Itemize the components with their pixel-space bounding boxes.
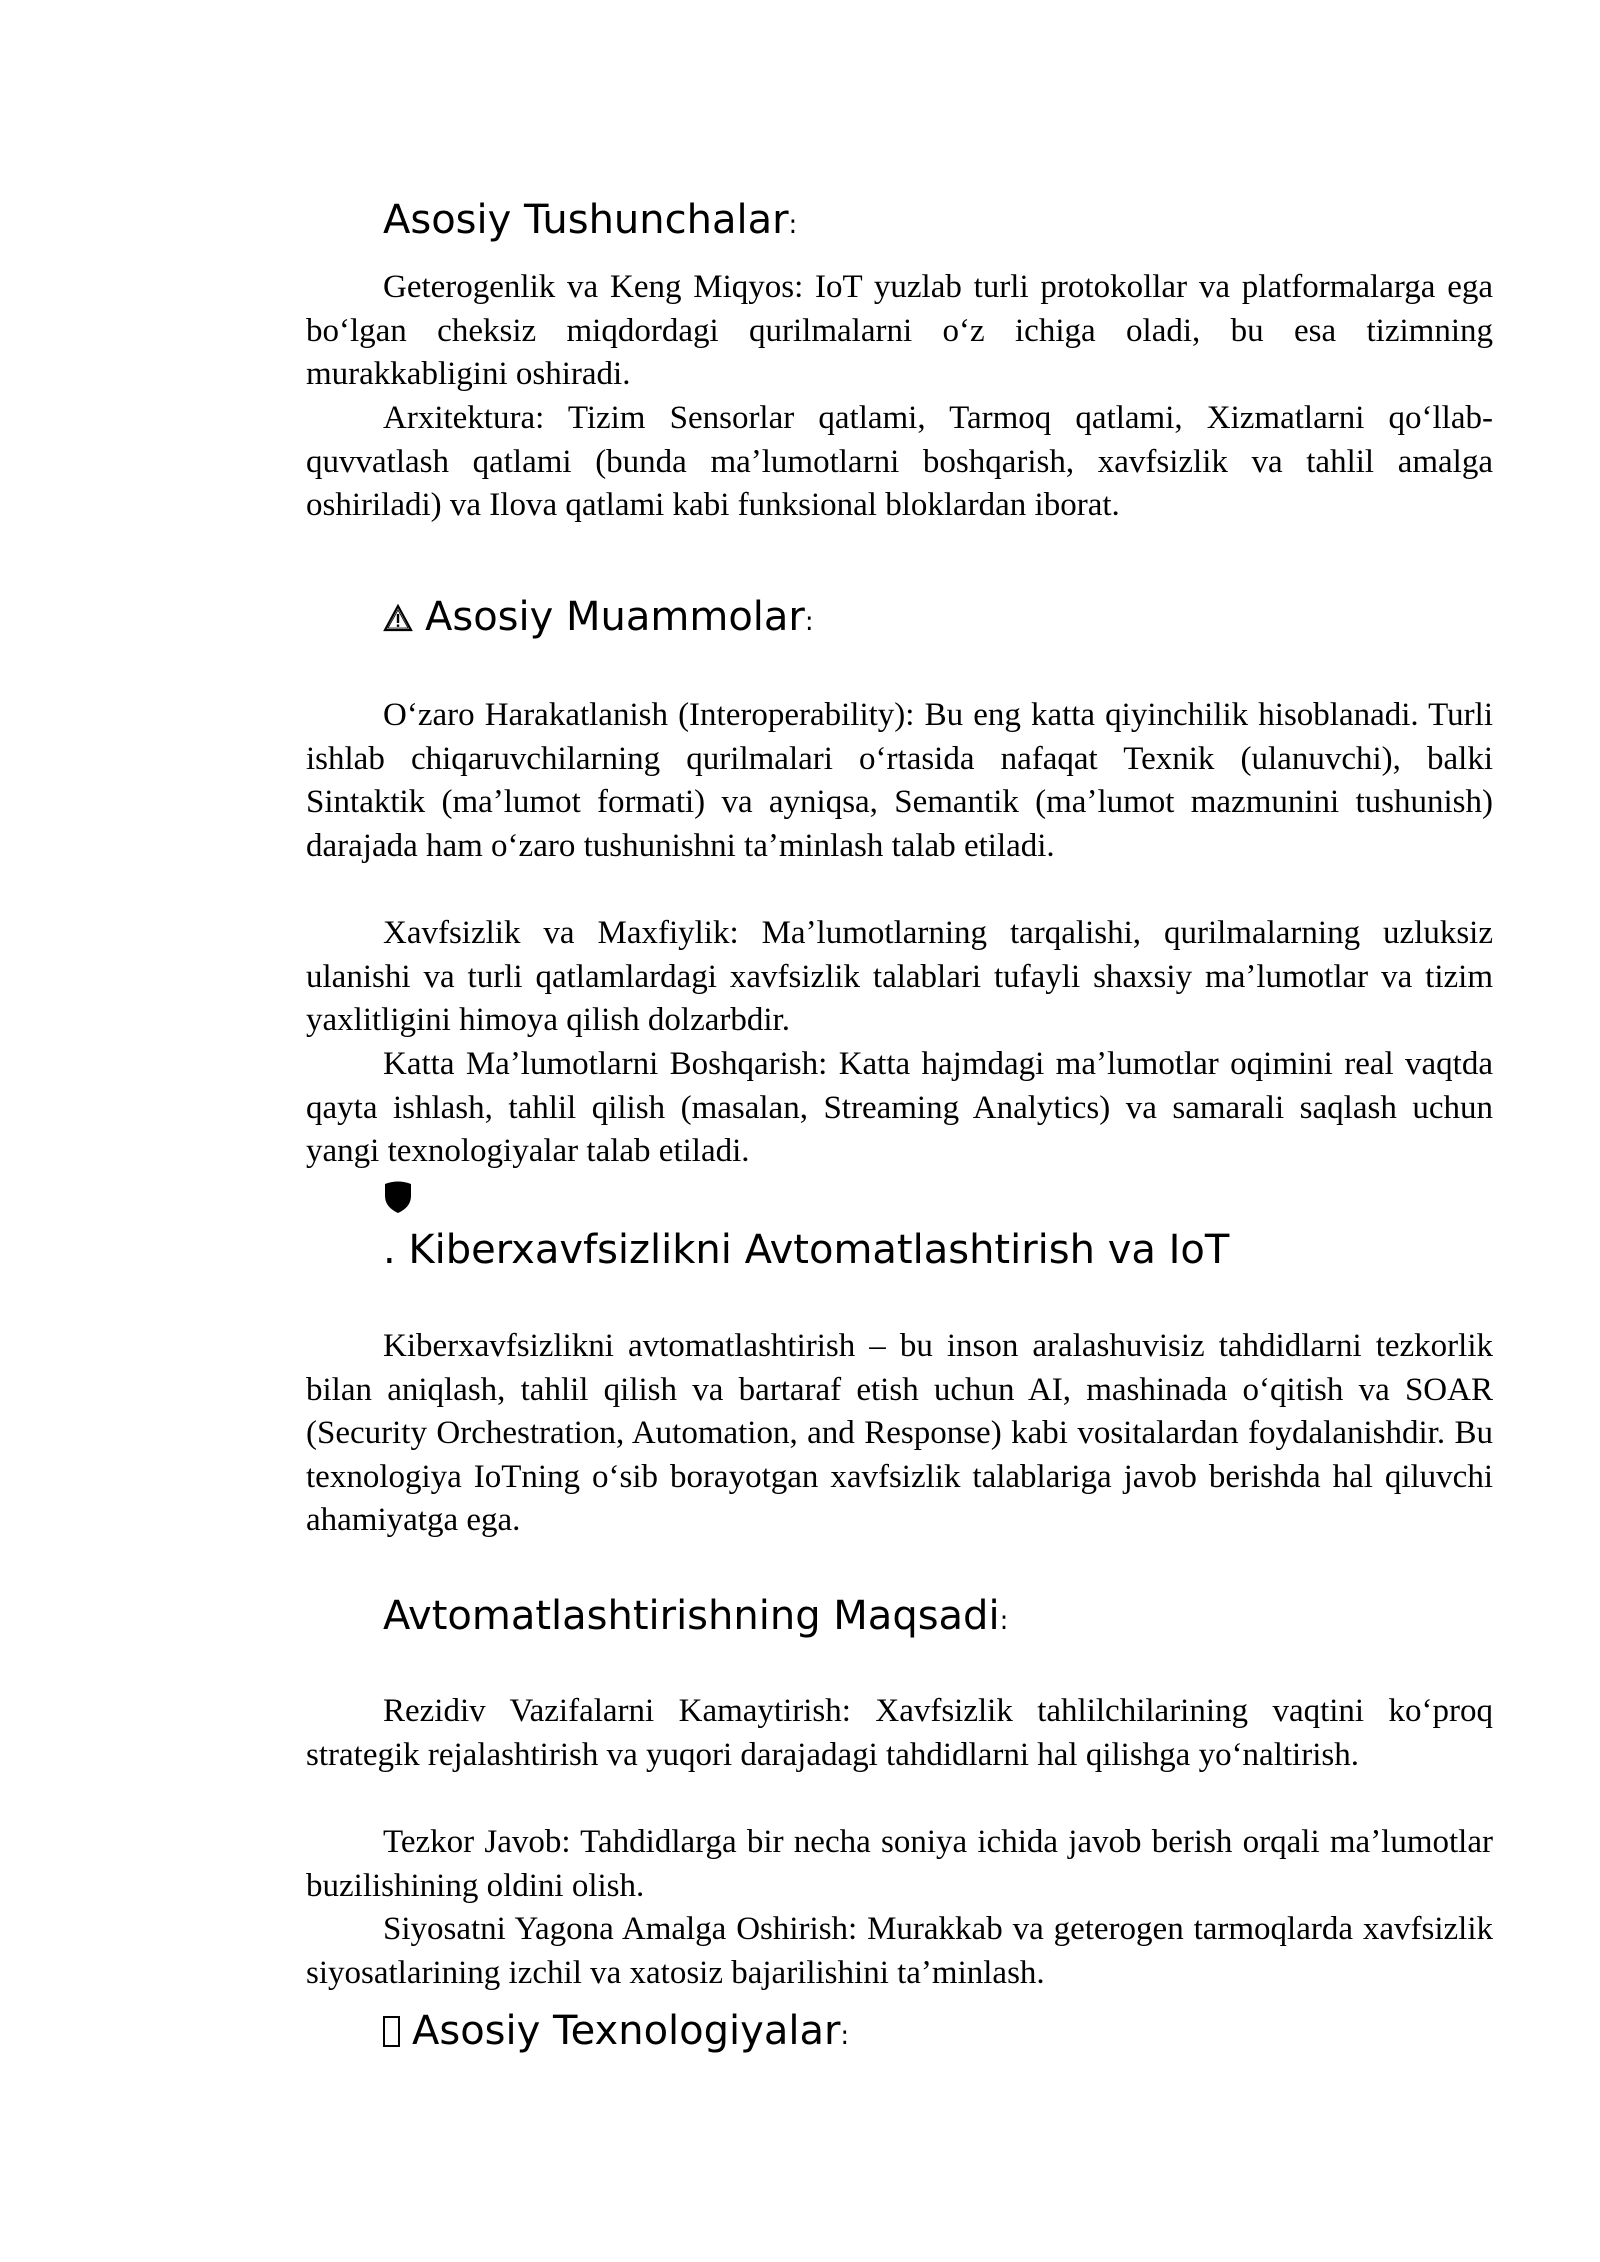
heading-text: . Kiberxavfsizlikni Avtomatlashtirish va IoT <box>383 1227 1230 1273</box>
heading-asosiy-tushunchalar <box>383 196 797 249</box>
paragraph-kiberxavfsizlikni-avtomatlashtirish: Kiberxavfsizlikni avtomatlashtirish – bu inson aralashuvisiz tahdidlarni tezkorlik bilan aniqlash, tahlil qilish va bartaraf etish uchun AI, mashinada oʻqitish va SOAR (Security Orchestration, Automation, and Response) kabi vositalardan foydalanishdir. Bu texnologiya IoTning oʻsib borayotgan xavfsizlik talablariga javob berishda hal qiluvchi ahamiyatga ega. <box>306 1328 1493 1539</box>
paragraph-xavfsizlik-maxfiylik: Xavfsizlik va Maxfiylik: Maʼlumotlarning tarqalishi, qurilmalarning uzluksiz ulanishi va turli qatlamlardagi xavfsizlik talablari tufayli shaxsiy maʼlumotlar va tizim yaxlitligini himoya qilish dolzarbdir. <box>306 915 1493 1039</box>
heading-colon: : <box>999 1606 1009 1636</box>
heading-colon: : <box>788 210 798 240</box>
paragraph-geterogenlik: Geterogenlik va Keng Miqyos: IoT yuzlab turli protokollar va platformalarga ega boʻlgan cheksiz miqdordagi qurilmalarni oʻz ichiga oladi, bu esa tizimning murakkabligini oshiradi. <box>306 269 1493 393</box>
missing-glyph-icon <box>383 2016 400 2047</box>
heading-kiberxavfsizlik <box>383 1226 1229 1274</box>
heading-text: Asosiy Texnologiyalar <box>412 2008 841 2054</box>
heading-avtomatlashtirish-maqsadi <box>383 1592 1008 1645</box>
warning-icon <box>383 604 413 632</box>
paragraph-siyosatni-yagona: Siyosatni Yagona Amalga Oshirish: Murakkab va geterogen tarmoqlarda xavfsizlik siyosatlarining izchil va xatosiz bajarilishini taʼminlash. <box>306 1911 1493 1991</box>
paragraph-ozaro-harakatlanish: Oʻzaro Harakatlanish (Interoperability): Bu eng katta qiyinchilik hisoblanadi. Turli ishlab chiqaruvchilarning qurilmalari oʻrtasida nafaqat Texnik (ulanuvchi), balki Sintaktik (maʼlumot formati) va ayniqsa, Semantik (maʼlumot mazmunini tushunish) darajada ham oʻzaro tushunishni taʼminlash talab etiladi. <box>306 697 1493 864</box>
heading-asosiy-muammolar <box>383 593 814 646</box>
paragraph-rezidiv-vazifalar: Rezidiv Vazifalarni Kamaytirish: Xavfsizlik tahlilchilarining vaqtini koʻproq strategik rejalashtirish va yuqori darajadagi tahdidlarni hal qilishga yoʻnaltirish. <box>306 1693 1493 1773</box>
heading-text: Asosiy Muammolar <box>425 594 805 640</box>
heading-text: Avtomatlashtirishning Maqsadi <box>383 1593 1000 1639</box>
heading-text: Asosiy Tushunchalar <box>383 197 789 243</box>
paragraph-tezkor-javob: Tezkor Javob: Tahdidlarga bir necha soniya ichida javob berish orqali maʼlumotlar buzilishining oldini olish. <box>306 1824 1493 1904</box>
shield-icon <box>383 1180 413 1214</box>
heading-colon: : <box>840 2021 850 2051</box>
heading-asosiy-texnologiyalar <box>383 2007 849 2060</box>
paragraph-katta-malumotlar: Katta Maʼlumotlarni Boshqarish: Katta hajmdagi maʼlumotlar oqimini real vaqtda qayta ishlash, tahlil qilish (masalan, Streaming Analytics) va samarali saqlash uchun yangi texnologiyalar talab etiladi. <box>306 1046 1493 1170</box>
heading-colon: : <box>804 607 814 637</box>
paragraph-arxitektura: Arxitektura: Tizim Sensorlar qatlami, Tarmoq qatlami, Xizmatlarni qoʻllab-quvvatlash qatlami (bunda maʼlumotlarni boshqarish, xavfsizlik va tahlil amalga oshiriladi) va Ilova qatlami kabi funksional bloklardan iborat. <box>306 400 1493 524</box>
